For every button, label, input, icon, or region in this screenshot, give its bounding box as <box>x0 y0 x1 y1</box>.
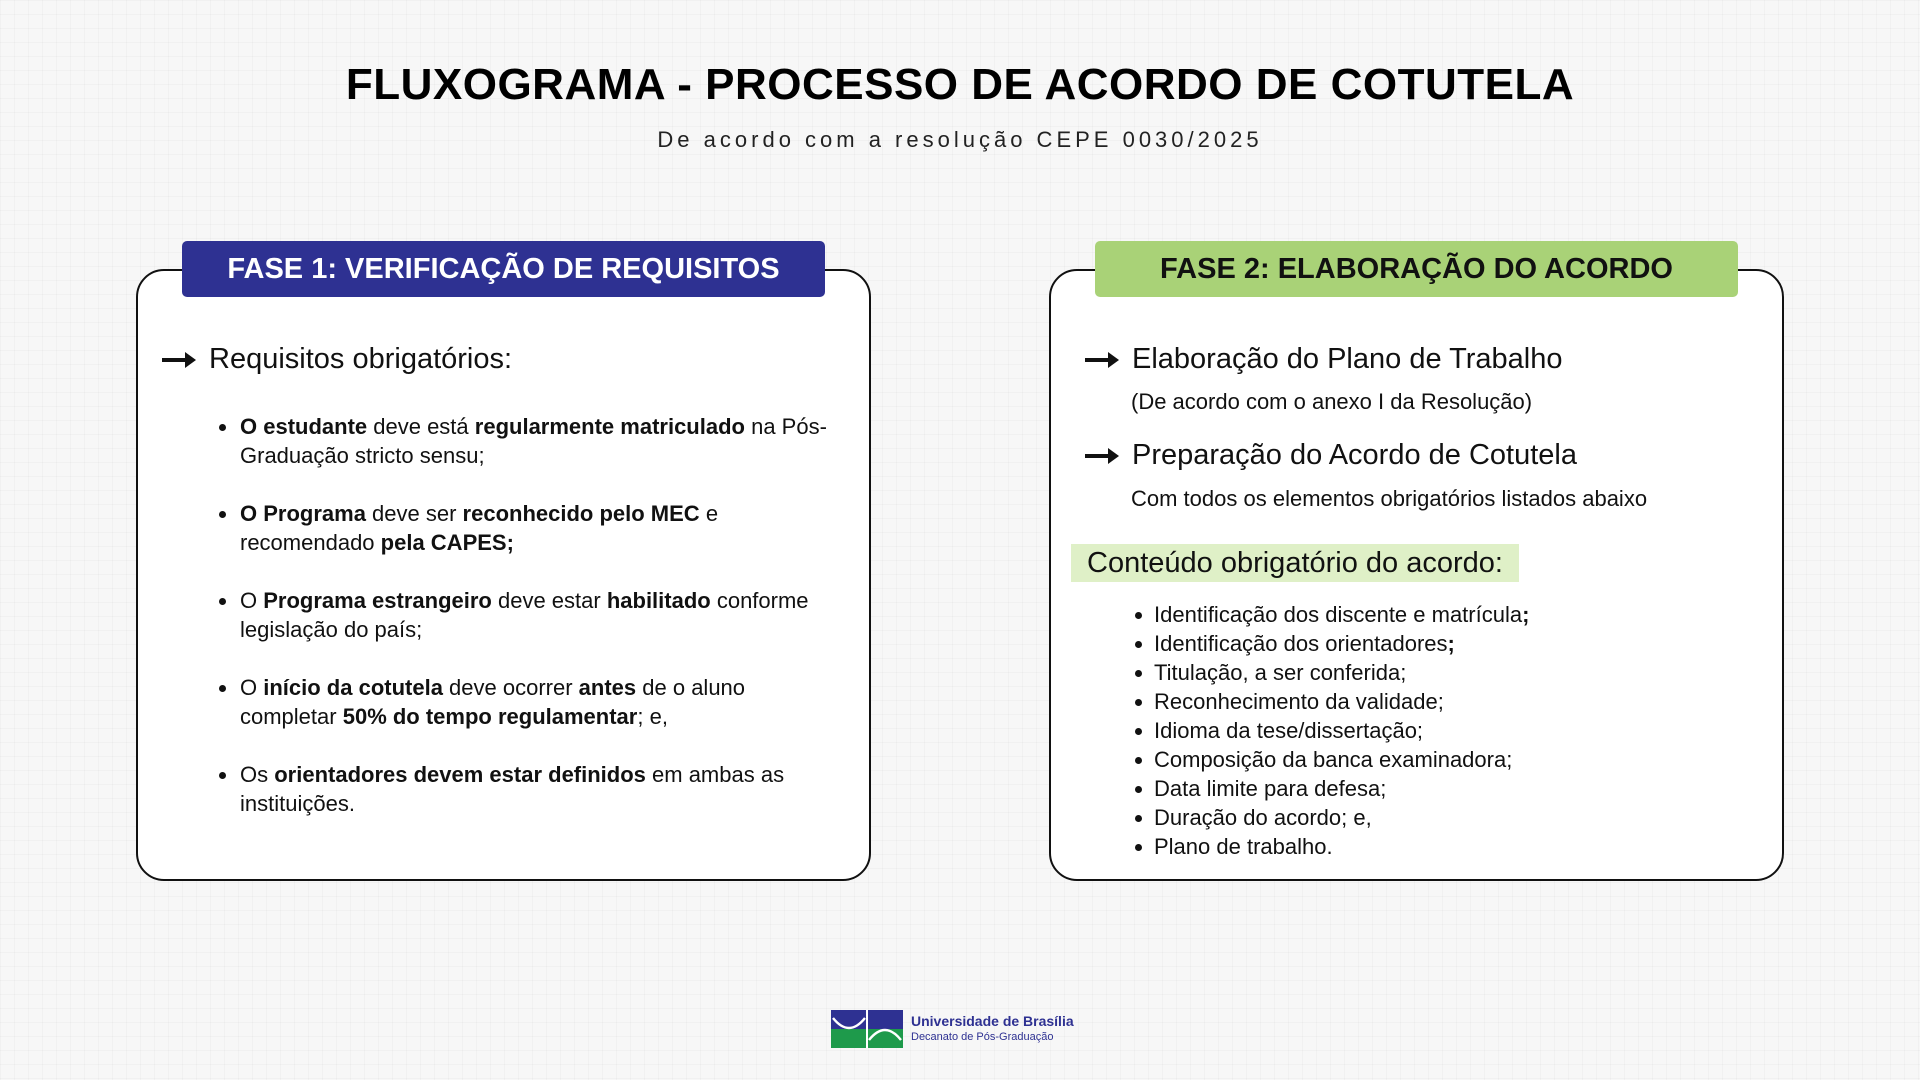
university-name: Universidade de Brasília <box>911 1013 1074 1029</box>
content-item-text: Identificação dos orientadores <box>1154 631 1448 656</box>
requirement-emphasis: 50% do tempo regulamentar <box>342 704 638 729</box>
step-plan-heading <box>1084 343 1562 376</box>
unb-logo-mark-icon <box>831 1010 903 1048</box>
requirements-heading-label: Requisitos obrigatórios: <box>209 343 513 375</box>
phase1-requirements-heading <box>161 343 512 376</box>
requirement-text: de o aluno completar <box>240 675 746 729</box>
requirement-text: O <box>240 588 264 613</box>
content-item-text: Idioma da tese/dissertação; <box>1154 718 1424 743</box>
content-item-suffix: ; <box>1522 602 1530 627</box>
requirement-item <box>240 586 840 644</box>
requirements-list <box>240 412 840 847</box>
requirement-text: em ambas as instituições. <box>240 762 785 816</box>
requirement-emphasis: pela CAPES; <box>380 530 514 555</box>
content-item-text: Reconhecimento da validade; <box>1154 689 1444 714</box>
requirement-emphasis: antes <box>578 675 637 700</box>
requirement-text: ; e, <box>637 704 668 729</box>
requirement-text: O <box>240 675 264 700</box>
content-item-text: Identificação dos discente e matrícula <box>1154 602 1523 627</box>
step-plan-note: (De acordo com o anexo I da Resolução) <box>1131 389 1533 414</box>
content-item <box>1154 716 1529 745</box>
requirement-emphasis: O Programa <box>240 501 366 526</box>
requirement-text: deve está <box>367 414 475 439</box>
content-item-text: Plano de trabalho. <box>1154 834 1333 859</box>
requirement-item <box>240 673 840 731</box>
page-subtitle: De acordo com a resolução CEPE 0030/2025 <box>657 127 1263 152</box>
content-item <box>1154 658 1529 687</box>
content-item <box>1154 745 1529 774</box>
page-title: FLUXOGRAMA - PROCESSO DE ACORDO DE COTUTELA <box>345 60 1575 109</box>
step-agreement-note: Com todos os elementos obrigatórios listados abaixo <box>1131 486 1648 511</box>
requirement-emphasis: O estudante <box>240 414 368 439</box>
unb-logo <box>831 1010 1074 1048</box>
phase1-header: FASE 1: VERIFICAÇÃO DE REQUISITOS <box>182 241 825 297</box>
content-label: Conteúdo obrigatório do acordo: <box>1071 544 1519 582</box>
content-item-suffix: ; <box>1447 631 1455 656</box>
requirement-item <box>240 760 840 818</box>
content-item <box>1154 774 1529 803</box>
requirement-text: na Pós-Graduação stricto sensu; <box>240 414 827 468</box>
right-arrow-icon <box>161 350 197 370</box>
requirement-text: Os <box>240 762 275 787</box>
requirement-item <box>240 412 840 470</box>
requirement-item <box>240 499 840 557</box>
requirement-text: conforme legislação do país; <box>240 588 809 642</box>
department-name: Decanato de Pós-Graduação <box>911 1031 1054 1043</box>
content-item-text: Data limite para defesa; <box>1154 776 1387 801</box>
content-item-text: Titulação, a ser conferida; <box>1154 660 1407 685</box>
content-item <box>1154 803 1529 832</box>
phase2-header: FASE 2: ELABORAÇÃO DO ACORDO <box>1095 241 1738 297</box>
requirement-emphasis: orientadores devem estar definidos <box>274 762 646 787</box>
content-items-list <box>1154 600 1529 861</box>
step-agreement-label: Preparação do Acordo de Cotutela <box>1132 439 1577 471</box>
content-item <box>1154 600 1529 629</box>
step-plan-label: Elaboração do Plano de Trabalho <box>1132 343 1563 375</box>
requirement-text: deve ocorrer <box>442 675 579 700</box>
requirement-text: e recomendado <box>240 501 719 555</box>
content-item <box>1154 629 1529 658</box>
requirement-text: deve estar <box>491 588 607 613</box>
requirement-text: deve ser <box>365 501 463 526</box>
content-item-text: Composição da banca examinadora; <box>1154 747 1513 772</box>
requirement-emphasis: regularmente matriculado <box>474 414 745 439</box>
requirement-emphasis: reconhecido pelo MEC <box>462 501 700 526</box>
requirement-emphasis: início da cotutela <box>263 675 443 700</box>
content-item <box>1154 832 1529 861</box>
requirement-emphasis: habilitado <box>606 588 711 613</box>
requirement-emphasis: Programa estrangeiro <box>263 588 492 613</box>
step-agreement-heading <box>1084 439 1577 472</box>
right-arrow-icon <box>1084 446 1120 466</box>
right-arrow-icon <box>1084 350 1120 370</box>
content-item-text: Duração do acordo; e, <box>1154 805 1372 830</box>
content-item <box>1154 687 1529 716</box>
